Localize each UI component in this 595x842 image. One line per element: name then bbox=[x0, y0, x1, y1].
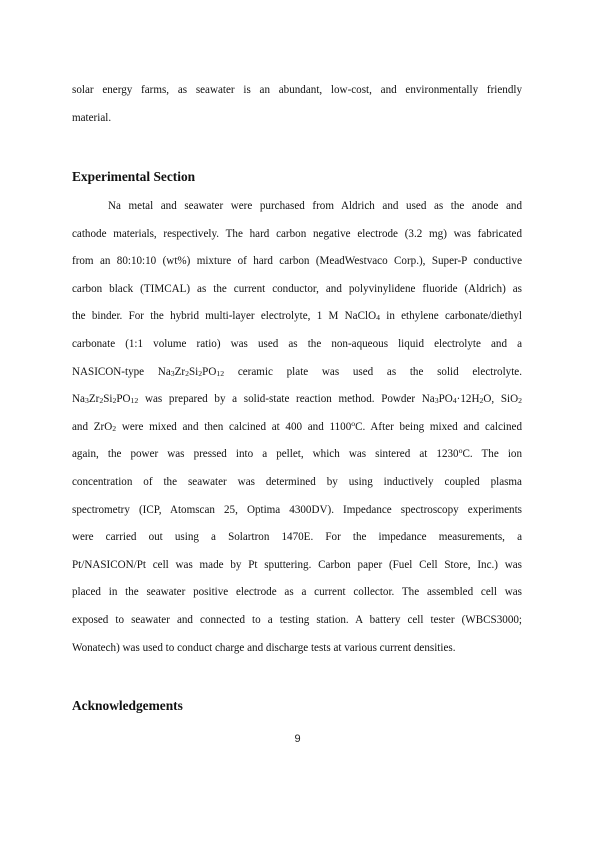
subscript: 2 bbox=[479, 396, 484, 406]
text-line bbox=[72, 359, 522, 387]
text-segment: were mixed and then calcined at 400 and 1100 bbox=[116, 420, 352, 433]
subscript: 4 bbox=[376, 313, 380, 323]
text-segment: was prepared by a solid-state reaction method. Powder Na bbox=[138, 393, 435, 406]
subscript: 2 bbox=[112, 396, 117, 406]
subscript: 12 bbox=[130, 396, 139, 406]
text-line bbox=[72, 414, 522, 442]
text-segment: ceramic plate was used as the solid electrolyte. bbox=[224, 365, 522, 378]
intro-paragraph bbox=[72, 77, 522, 132]
text-line: Wonatech) was used to conduct charge and discharge tests at various current densities. bbox=[72, 641, 456, 654]
text-line: Pt/NASICON/Pt cell was made by Pt sputtering. Carbon paper (Fuel Cell Store, Inc.) was bbox=[72, 558, 522, 571]
text-segment: the binder. For the hybrid multi-layer electrolyte, 1 M NaClO bbox=[72, 310, 377, 323]
text-line: Na metal and seawater were purchased from Aldrich and used as the anode and bbox=[108, 200, 522, 212]
text-line: placed in the seawater positive electrode as a current collector. The assembled cell was bbox=[72, 586, 522, 599]
acknowledgements-heading: Acknowledgements bbox=[72, 698, 183, 713]
text-line bbox=[72, 303, 522, 331]
text-segment: Si bbox=[189, 365, 199, 378]
text-line: solar energy farms, as seawater is an abundant, low-cost, and environmentally friendly bbox=[72, 84, 522, 96]
page-number: 9 bbox=[294, 733, 301, 745]
subscript: 3 bbox=[84, 396, 89, 406]
text-segment: Zr bbox=[88, 393, 100, 406]
subscript: 2 bbox=[99, 396, 104, 406]
text-segment: and ZrO bbox=[72, 420, 113, 433]
text-segment: Zr bbox=[174, 365, 186, 378]
text-segment: again, the power was pressed into a pellet, which was sintered at 1230 bbox=[72, 448, 459, 461]
text-line bbox=[72, 386, 522, 414]
text-segment: PO bbox=[116, 393, 131, 406]
text-segment: NASICON-type Na bbox=[72, 365, 171, 378]
text-line: from an 80:10:10 (wt%) mixture of hard carbon (MeadWestvaco Corp.), Super-P conductive bbox=[72, 255, 522, 268]
text-segment: PO bbox=[438, 393, 453, 406]
text-segment: C. After being mixed and calcined bbox=[355, 420, 522, 433]
text-line: carbonate (1:1 volume ratio) was used as the non-aqueous liquid electrolyte and a bbox=[72, 337, 522, 350]
text-line: spectrometry (ICP, Atomscan 25, Optima 4300DV). Impedance spectroscopy experiments bbox=[72, 503, 522, 516]
text-segment: Si bbox=[103, 393, 113, 406]
text-line: cathode materials, respectively. The hard carbon negative electrode (3.2 mg) was fabricated bbox=[72, 227, 522, 240]
text-segment: C. The ion bbox=[462, 448, 522, 461]
subscript: 2 bbox=[518, 396, 522, 406]
text-segment: ·12H bbox=[456, 393, 480, 406]
text-line: exposed to seawater and connected to a testing station. A battery cell tester (WBCS3000; bbox=[72, 613, 522, 626]
subscript: 3 bbox=[434, 396, 439, 406]
experimental-paragraph bbox=[72, 193, 522, 662]
text-line: concentration of the seawater was determined by using inductively coupled plasma bbox=[72, 475, 522, 488]
superscript: o bbox=[458, 446, 463, 456]
subscript: 4 bbox=[452, 396, 457, 406]
text-line: were carried out using a Solartron 1470E. For the impedance measurements, a bbox=[72, 531, 522, 544]
text-segment: PO bbox=[202, 365, 217, 378]
subscript: 12 bbox=[216, 368, 225, 378]
subscript: 2 bbox=[112, 423, 117, 433]
subscript: 2 bbox=[185, 368, 190, 378]
subscript: 2 bbox=[198, 368, 203, 378]
superscript: o bbox=[351, 418, 356, 428]
text-line: carbon black (TIMCAL) as the current conductor, and polyvinylidene fluoride (Aldrich) as bbox=[72, 282, 522, 295]
subscript: 3 bbox=[170, 368, 175, 378]
text-segment: Na bbox=[72, 393, 85, 406]
text-segment: in ethylene carbonate/diethyl bbox=[379, 310, 522, 323]
experimental-section-heading: Experimental Section bbox=[72, 169, 196, 184]
text-line: material. bbox=[72, 111, 112, 124]
text-segment: O, SiO bbox=[483, 393, 519, 406]
text-line bbox=[72, 441, 522, 469]
